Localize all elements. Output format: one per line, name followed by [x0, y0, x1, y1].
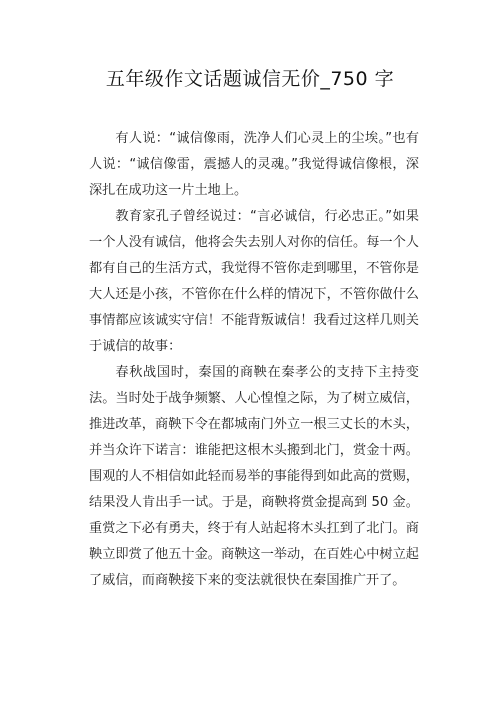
document-title: 五年级作文话题诚信无价_750 字 [105, 68, 395, 90]
paragraph-3: 春秋战国时，秦国的商鞅在秦孝公的支持下主持变法。当时处于战争频繁、人心惶惶之际，为了树立威信，推进改革，商鞅下令在都城南门外立一根三丈长的木头，并当众许下诺言：谁能把这根木头搬到北门，赏金十两。围观的人不相信如此轻而易举的事能得到如此高的赏赐，结果没人肯出手一试。于是，商鞅将赏金提高到 50 金。重赏之下必有勇夫，终于有人站起将木头扛到了北门。商鞅立即赏了他五十金。商鞅这一举动，在百姓心中树立起了威信，而商鞅接下来的变法就很快在秦国推广开了。 [89, 365, 419, 588]
paragraph-1: 有人说：“诚信像雨，洗净人们心灵上的尘埃。”也有人说：“诚信像雷，震撼人的灵魂。”我觉得诚信像根，深深扎在成功这一片土地上。 [89, 131, 419, 198]
paragraph-2: 教育家孔子曾经说过：“言必诚信，行必忠正。”如果一个人没有诚信，他将会失去别人对你的信任。每一个人都有自己的生活方式，我觉得不管你走到哪里，不管你是大人还是小孩，不管你在什么样的情况下，不管你做什么事情都应该诚实守信！不能背叛诚信！我看过这样几则关于诚信的故事： [89, 209, 419, 354]
document-body [89, 126, 419, 594]
